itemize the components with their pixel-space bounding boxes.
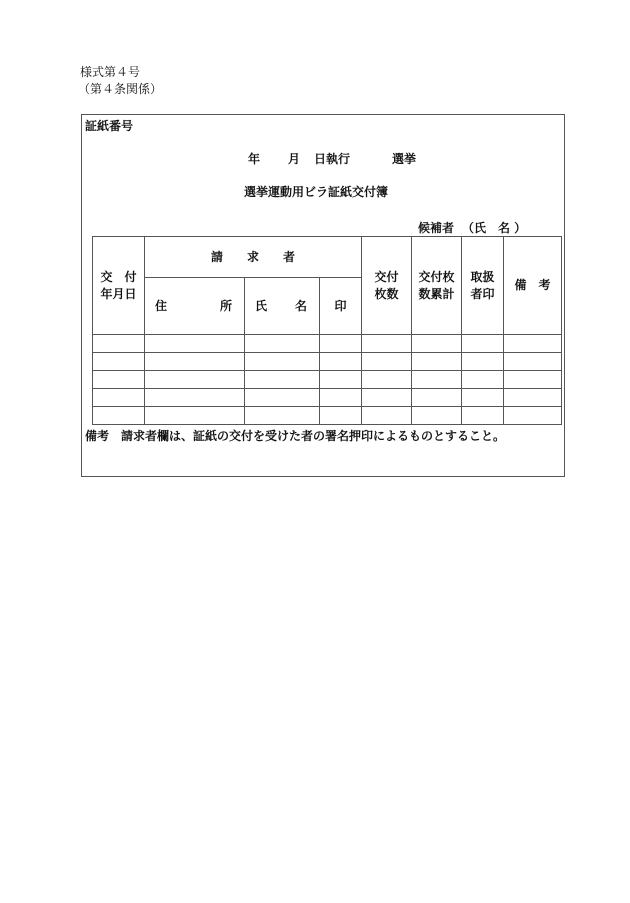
cell-handler-seal[interactable] (462, 407, 504, 425)
cell-remarks[interactable] (504, 335, 562, 353)
table-row (93, 353, 562, 371)
election-label: 選挙 (392, 152, 417, 166)
table-row (93, 371, 562, 389)
header-issued-count: 交付 枚数 (362, 237, 412, 335)
day-exec-label: 日執行 (314, 152, 351, 166)
cell-address[interactable] (145, 407, 245, 425)
cell-remarks[interactable] (504, 353, 562, 371)
cell-handler-seal[interactable] (462, 335, 504, 353)
cell-issued-count[interactable] (362, 407, 412, 425)
cell-seal[interactable] (320, 389, 362, 407)
candidate-line (418, 221, 526, 235)
cell-cumulative[interactable] (412, 353, 462, 371)
cell-address[interactable] (145, 353, 245, 371)
cell-issued-count[interactable] (362, 335, 412, 353)
cell-issue-date[interactable] (93, 371, 145, 389)
header-cumulative-count: 交付枚 数累計 (412, 237, 462, 335)
cell-issue-date[interactable] (93, 389, 145, 407)
header-name: 氏 名 (245, 278, 320, 335)
cell-address[interactable] (145, 335, 245, 353)
cell-name[interactable] (245, 371, 320, 389)
cell-issued-count[interactable] (362, 389, 412, 407)
table-row (93, 335, 562, 353)
cell-address[interactable] (145, 389, 245, 407)
cell-remarks[interactable] (504, 389, 562, 407)
form-frame (81, 114, 565, 477)
cell-issued-count[interactable] (362, 371, 412, 389)
cell-handler-seal[interactable] (462, 389, 504, 407)
cell-name[interactable] (245, 353, 320, 371)
header-requester: 請 求 者 (145, 237, 362, 278)
header-handler-seal: 取扱 者印 (462, 237, 504, 335)
cell-cumulative[interactable] (412, 389, 462, 407)
table-row (93, 407, 562, 425)
certificate-number-label: 証紙番号 (85, 119, 134, 133)
month-label: 月 (288, 152, 301, 166)
form-number-label: 様式第４号 (80, 65, 141, 79)
cell-address[interactable] (145, 371, 245, 389)
cell-remarks[interactable] (504, 371, 562, 389)
cell-handler-seal[interactable] (462, 371, 504, 389)
cell-remarks[interactable] (504, 407, 562, 425)
candidate-name-char1: 氏 (474, 221, 487, 235)
cell-seal[interactable] (320, 371, 362, 389)
header-remarks: 備 考 (504, 237, 562, 335)
cell-seal[interactable] (320, 407, 362, 425)
table-header-row (93, 237, 562, 278)
cell-handler-seal[interactable] (462, 353, 504, 371)
article-reference: （第４条関係） (78, 82, 163, 96)
candidate-paren-open: （ (462, 221, 475, 235)
candidate-name-char2: 名 (498, 221, 511, 235)
cell-seal[interactable] (320, 335, 362, 353)
cell-issue-date[interactable] (93, 335, 145, 353)
cell-name[interactable] (245, 335, 320, 353)
candidate-paren-close: ） (514, 221, 527, 235)
cell-cumulative[interactable] (412, 371, 462, 389)
cell-issued-count[interactable] (362, 353, 412, 371)
cell-name[interactable] (245, 389, 320, 407)
candidate-label: 候補者 (418, 221, 455, 235)
cell-cumulative[interactable] (412, 335, 462, 353)
election-date-line (248, 152, 418, 166)
issuance-ledger-table (92, 236, 562, 425)
book-title: 選挙運動用ビラ証紙交付簿 (244, 185, 389, 199)
header-address: 住 所 (145, 278, 245, 335)
cell-issue-date[interactable] (93, 407, 145, 425)
cell-cumulative[interactable] (412, 407, 462, 425)
table-row (93, 389, 562, 407)
remarks-footnote: 備考 請求者欄は、証紙の交付を受けた者の署名押印によるものとすること。 (85, 429, 506, 443)
header-seal: 印 (320, 278, 362, 335)
cell-seal[interactable] (320, 353, 362, 371)
header-issue-date: 交 付 年月日 (93, 237, 145, 335)
cell-name[interactable] (245, 407, 320, 425)
cell-issue-date[interactable] (93, 353, 145, 371)
year-label: 年 (248, 152, 261, 166)
